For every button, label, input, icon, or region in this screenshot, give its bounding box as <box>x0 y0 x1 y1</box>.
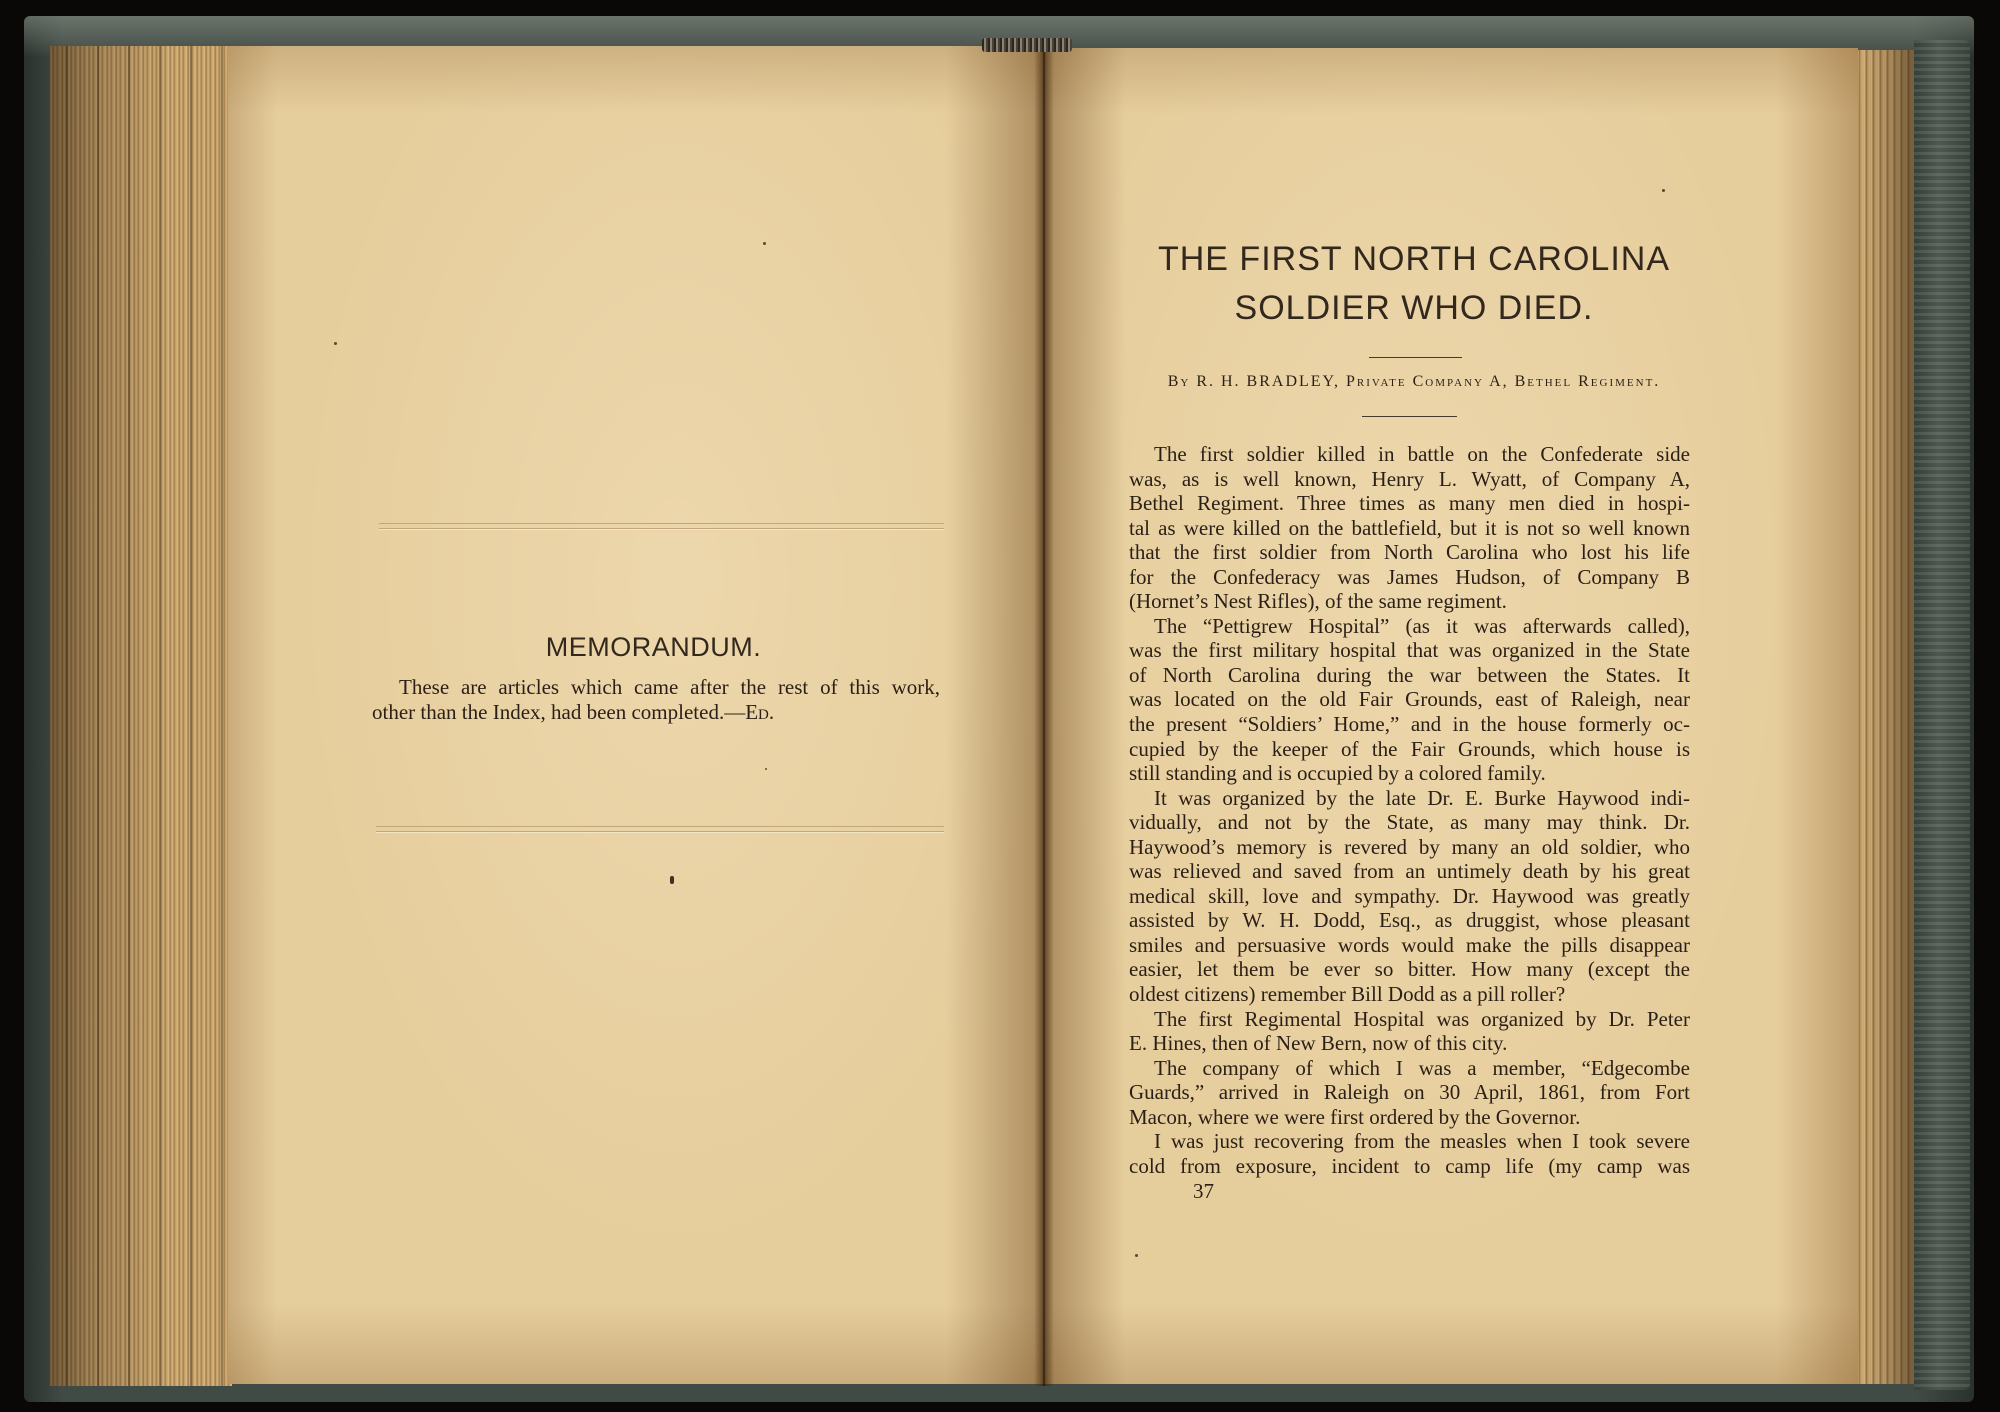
body-paragraph <box>1129 786 1690 1007</box>
body-line: was located on the old Fair Grounds, east of Raleigh, near <box>1129 687 1690 712</box>
body-line: medical skill, love and sympathy. Dr. Haywood was greatly <box>1129 883 1690 908</box>
editor-signature: Ed. <box>745 700 775 724</box>
memorandum-line: These are articles which came after the rest of this work, <box>399 675 940 699</box>
paper-speck <box>670 876 674 884</box>
paper-speck <box>1662 189 1665 192</box>
body-line: Haywood’s memory is revered by many an old soldier, who <box>1129 834 1690 859</box>
body-line: was relieved and saved from an untimely death by his great <box>1129 859 1690 884</box>
body-line: was, as is well known, Henry L. Wyatt, of Company A, <box>1129 466 1690 491</box>
body-line: tal as were killed on the battlefield, but it is not so well known <box>1129 515 1690 540</box>
page-edges-left <box>50 46 232 1386</box>
body-line: The first soldier killed in battle on the Confederate side <box>1154 442 1690 466</box>
body-line: cupied by the keeper of the Fair Grounds, which house is <box>1129 736 1690 761</box>
body-line: It was organized by the late Dr. E. Burke Haywood indi- <box>1154 785 1690 810</box>
body-line: that the first soldier from North Carolina who lost his life <box>1129 540 1690 565</box>
body-line: smiles and persuasive words would make the pills disappear <box>1129 932 1690 957</box>
paper-speck <box>765 768 767 770</box>
article-body <box>1129 442 1690 1178</box>
book-gutter <box>1034 44 1054 1386</box>
byline-rule <box>1362 416 1457 417</box>
paper-speck <box>763 242 766 245</box>
memorandum-line-text: other than the Index, had been completed.— <box>372 700 746 724</box>
body-line: (Hornet’s Nest Rifles), of the same regiment. <box>1129 589 1507 614</box>
body-line: assisted by W. H. Dodd, Esq., as druggist, whose pleasant <box>1129 908 1690 933</box>
article-title-line: SOLDIER WHO DIED. <box>1234 289 1594 327</box>
body-line: for the Confederacy was James Hudson, of Company B <box>1129 564 1690 589</box>
memorandum-text <box>372 675 940 725</box>
right-page <box>1044 48 1858 1384</box>
body-paragraph <box>1129 1056 1690 1130</box>
body-paragraph <box>1129 1007 1690 1056</box>
paper-speck <box>334 342 337 345</box>
body-line: Guards,” arrived in Raleigh on 30 April, 1861, from Fort <box>1129 1080 1690 1105</box>
body-line: still standing and is occupied by a colored family. <box>1129 761 1546 786</box>
book-cover-edge <box>1914 40 1970 1390</box>
article-title-line: THE FIRST NORTH CAROLINA <box>1157 240 1671 278</box>
body-line: Macon, where we were first ordered by the Governor. <box>1129 1104 1581 1129</box>
body-paragraph <box>1129 614 1690 786</box>
body-line: the present “Soldiers’ Home,” and in the house formerly oc- <box>1129 712 1690 737</box>
page-edges-right <box>1856 50 1914 1384</box>
page-number: 37 <box>1193 1179 1214 1203</box>
body-line: oldest citizens) remember Bill Dodd as a pill roller? <box>1129 982 1566 1007</box>
memorandum-line <box>372 700 940 725</box>
body-line: cold from exposure, incident to camp life (my camp was <box>1129 1153 1690 1178</box>
body-line: Bethel Regiment. Three times as many men died in hospi- <box>1129 491 1690 516</box>
memorandum-heading: MEMORANDUM. <box>545 632 762 662</box>
double-rule-bottom <box>376 826 944 832</box>
body-line: of North Carolina during the war between the States. It <box>1129 662 1690 687</box>
paper-speck <box>1135 1254 1138 1257</box>
title-rule <box>1369 357 1462 358</box>
article-title <box>1144 235 1684 333</box>
body-paragraph <box>1129 1129 1690 1178</box>
body-line: vidually, and not by the State, as many may think. Dr. <box>1129 810 1690 835</box>
body-line: The first Regimental Hospital was organized by Dr. Peter <box>1154 1006 1690 1031</box>
body-line: The “Pettigrew Hospital” (as it was afterwards called), <box>1154 613 1690 638</box>
double-rule-top <box>379 523 944 529</box>
author-byline: By R. H. BRADLEY, Private Company A, Bethel Regiment. <box>1167 373 1661 390</box>
body-paragraph <box>1129 442 1690 614</box>
spine-headband <box>982 38 1072 52</box>
left-page <box>228 46 1044 1384</box>
body-line: The company of which I was a member, “Edgecombe <box>1154 1055 1690 1080</box>
body-line: I was just recovering from the measles when I took severe <box>1154 1129 1690 1154</box>
body-line: was the first military hospital that was organized in the State <box>1129 638 1690 663</box>
body-line: easier, let them be ever so bitter. How many (except the <box>1129 957 1690 982</box>
body-line: E. Hines, then of New Bern, now of this city. <box>1129 1031 1508 1056</box>
